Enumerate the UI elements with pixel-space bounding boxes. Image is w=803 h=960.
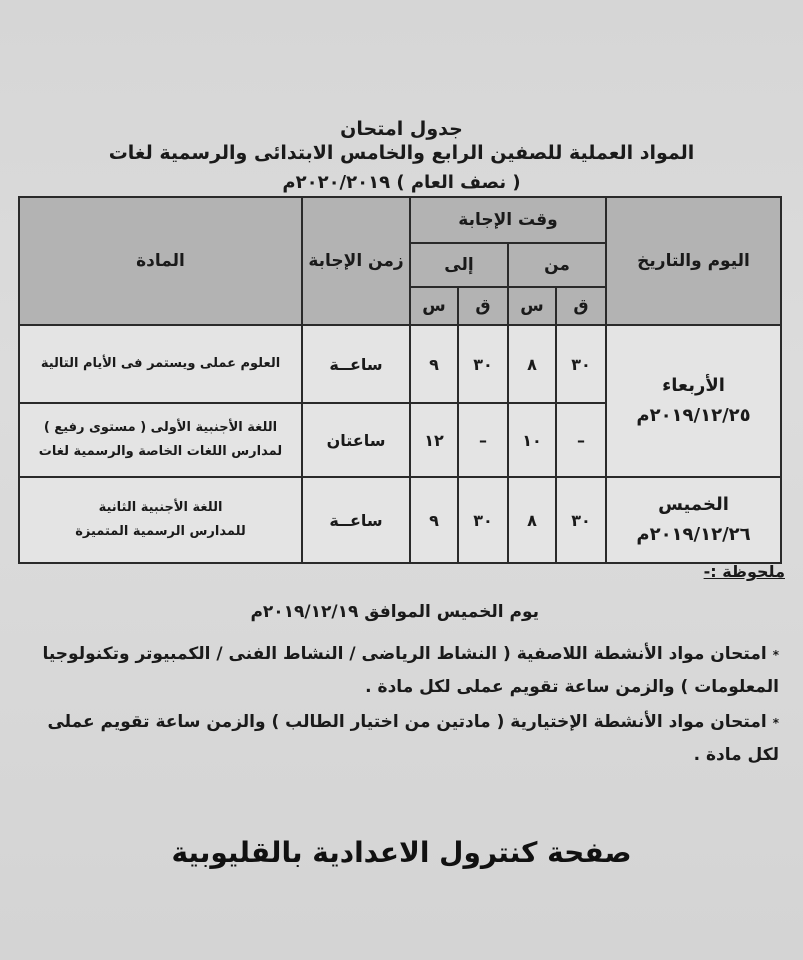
from-hour: ٨	[508, 477, 556, 563]
duration: ساعــة	[302, 325, 410, 403]
note-bullet-2	[39, 706, 779, 771]
subject-line: للمدارس الرسمية المتميزة	[75, 524, 246, 539]
to-hour: ٩	[410, 325, 458, 403]
note-bullet-1	[39, 638, 779, 703]
note-text: امتحان مواد الأنشطة الإختيارية ( مادتين من اختيار الطالب ) والزمن ساعة تقويم عملى لكل مادة .	[47, 712, 779, 765]
footer-caption: صفحة كنترول الاعدادية بالقليوبية	[171, 836, 632, 869]
to-minute: ٣٠	[458, 325, 508, 403]
header-to-minute: ق	[458, 287, 508, 325]
day-date: ٢٠١٩/١٢/٢٥م	[636, 405, 751, 426]
doc-title: جدول امتحان	[340, 118, 463, 140]
from-minute: ٣٠	[556, 477, 606, 563]
doc-subtitle: المواد العملية للصفين الرابع والخامس الابتدائى والرسمية لغات	[108, 142, 695, 164]
duration: ساعــة	[302, 477, 410, 563]
day-name: الأربعاء	[662, 375, 725, 396]
duration: ساعتان	[302, 403, 410, 477]
header-from-hour: س	[508, 287, 556, 325]
header-day-date: اليوم والتاريخ	[606, 197, 781, 325]
header-subject: المادة	[19, 197, 302, 325]
note-label: ملحوظة :-	[703, 562, 785, 581]
header-to: إلى	[410, 243, 508, 287]
subject-line: اللغة الأجنبية الثانية	[98, 500, 223, 515]
header-from-minute: ق	[556, 287, 606, 325]
header-answer-time: وقت الإجابة	[410, 197, 606, 243]
header-duration: زمن الإجابة	[302, 197, 410, 325]
subject	[19, 477, 302, 563]
day-cell	[606, 477, 781, 563]
to-minute: –	[458, 403, 508, 477]
day-name: الخميس	[658, 494, 729, 515]
subject: العلوم عملى ويستمر فى الأيام التالية	[19, 325, 302, 403]
from-hour: ٨	[508, 325, 556, 403]
header-from: من	[508, 243, 606, 287]
from-hour: ١٠	[508, 403, 556, 477]
subject	[19, 403, 302, 477]
from-minute: ٣٠	[556, 325, 606, 403]
bullet-star-icon: *	[772, 716, 779, 730]
doc-term: ( نصف العام ) ٢٠٢٠/٢٠١٩م	[282, 172, 521, 193]
header-to-hour: س	[410, 287, 458, 325]
to-hour: ١٢	[410, 403, 458, 477]
note-text: امتحان مواد الأنشطة اللاصفية ( النشاط الرياضى / النشاط الفنى / الكمبيوتر وتكنولوجيا المعلومات ) والزمن ساعة تقويم عملى لكل مادة .	[42, 644, 779, 697]
subject-line: اللغة الأجنبية الأولى ( مستوى رفيع )	[43, 420, 278, 435]
day-date: ٢٠١٩/١٢/٢٦م	[636, 524, 751, 545]
bullet-star-icon: *	[772, 648, 779, 662]
day-cell	[606, 325, 781, 477]
note-date-line: يوم الخميس الموافق ٢٠١٩/١٢/١٩م	[250, 602, 539, 622]
subject-line: لمدارس اللغات الخاصة والرسمية لغات	[38, 444, 283, 459]
to-hour: ٩	[410, 477, 458, 563]
to-minute: ٣٠	[458, 477, 508, 563]
from-minute: –	[556, 403, 606, 477]
exam-schedule-table	[18, 196, 782, 564]
